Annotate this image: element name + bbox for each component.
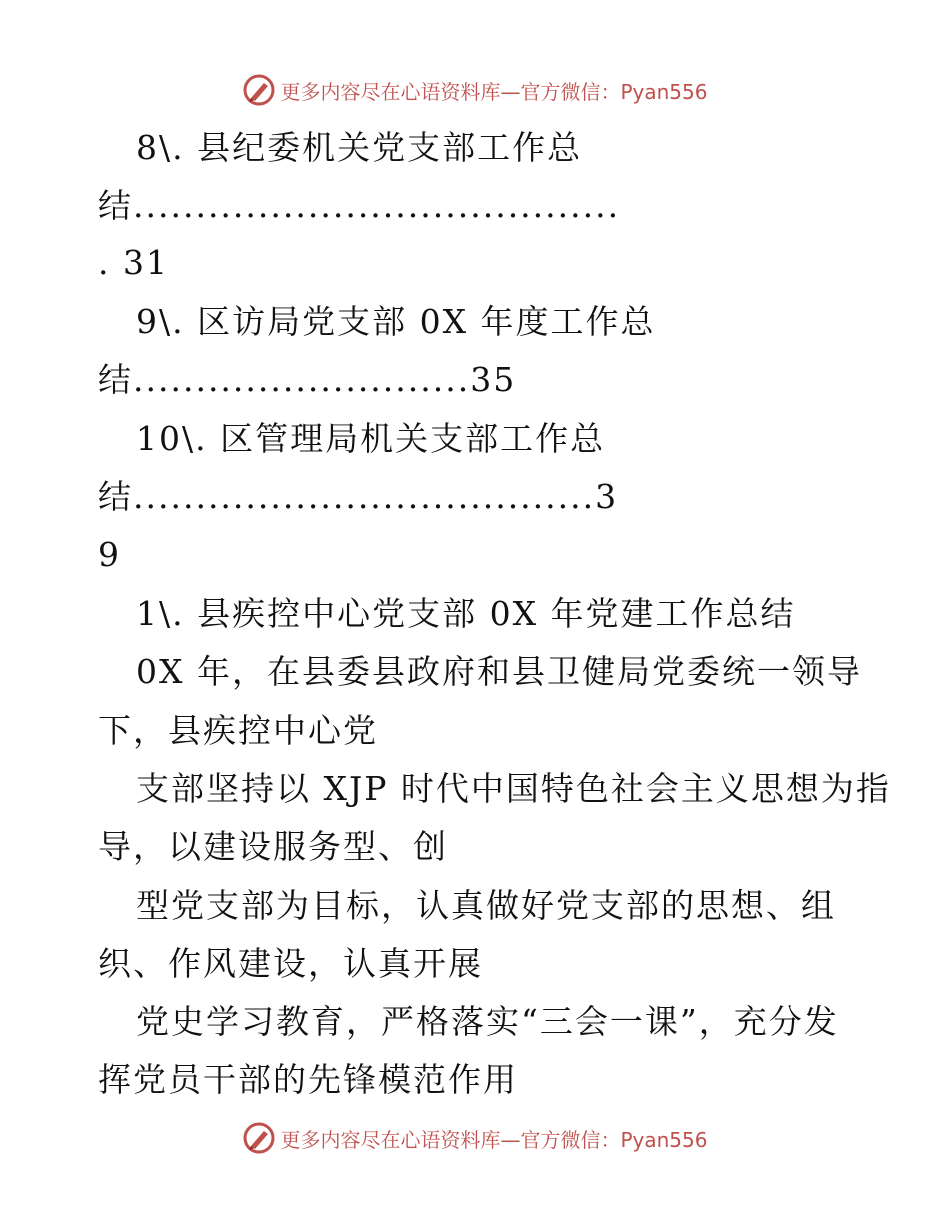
body-paragraph-line: 型党支部为目标，认真做好党支部的思想、组 bbox=[136, 886, 836, 925]
toc-entry-8-title: 8\. 县纪委机关党支部工作总 bbox=[136, 128, 583, 167]
body-paragraph-line: 党史学习教育，严格落实“三会一课”，充分发 bbox=[136, 1002, 839, 1041]
body-paragraph-line: 下，县疾控中心党 bbox=[98, 711, 378, 750]
pen-logo-icon bbox=[242, 1121, 276, 1155]
toc-entry-9-leader: 结...........................35 bbox=[98, 360, 517, 399]
toc-entry-10-page: 9 bbox=[98, 535, 121, 574]
toc-entry-9-title: 9\. 区访局党支部 0X 年度工作总 bbox=[136, 302, 656, 341]
body-paragraph-line: 支部坚持以 XJP 时代中国特色社会主义思想为指 bbox=[136, 769, 891, 808]
body-paragraph-line: 导，以建设服务型、创 bbox=[98, 827, 448, 866]
toc-entry-10-title: 10\. 区管理局机关支部工作总 bbox=[136, 419, 606, 458]
pen-logo-icon bbox=[242, 73, 276, 107]
section-1-heading: 1\. 县疾控中心党支部 0X 年党建工作总结 bbox=[136, 594, 796, 633]
header-watermark-text: 更多内容尽在心语资料库—官方微信：Pyan556 bbox=[280, 79, 708, 104]
toc-entry-8-page: . 31 bbox=[98, 243, 169, 282]
body-paragraph-line: 挥党员干部的先锋模范作用 bbox=[98, 1060, 518, 1099]
header-watermark-banner bbox=[0, 70, 950, 110]
body-paragraph-line: 0X 年，在县委县政府和县卫健局党委统一领导 bbox=[136, 652, 862, 691]
body-paragraph-line: 织、作风建设，认真开展 bbox=[98, 944, 483, 983]
toc-entry-8-leader: 结....................................... bbox=[98, 186, 621, 225]
toc-entry-10-leader: 结.....................................3 bbox=[98, 477, 619, 516]
footer-watermark-text: 更多内容尽在心语资料库—官方微信：Pyan556 bbox=[280, 1127, 708, 1152]
footer-watermark-banner bbox=[0, 1118, 950, 1158]
